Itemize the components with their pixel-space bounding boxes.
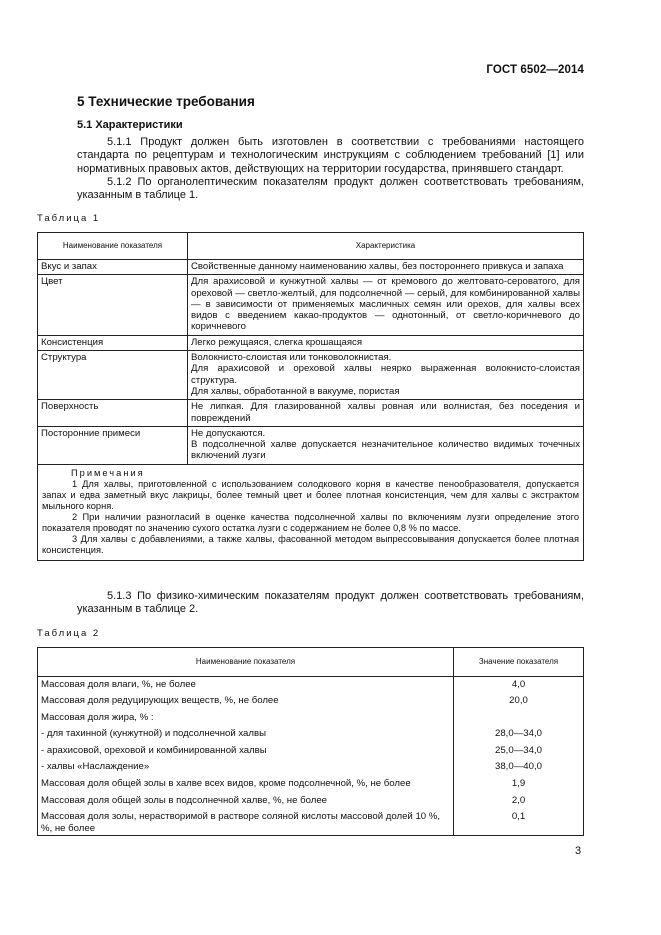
table-row — [38, 400, 584, 427]
indicator-value: 25,0—34,0 — [454, 743, 584, 760]
column-header: Характеристика — [188, 233, 584, 260]
table-row — [38, 677, 584, 694]
subsection-title: 5.1 Характеристики — [77, 119, 183, 131]
page-number: 3 — [575, 845, 582, 857]
paragraph-5-1-2: 5.1.2 По органолептическим показателям продукт должен соответствовать требованиям, указанным в таблице 1. — [77, 176, 584, 202]
indicator-value: Свойственные данному наименованию халвы, без постороннего привкуса и запаха — [188, 260, 584, 275]
indicator-name: - халвы «Наслаждение» — [38, 759, 454, 776]
paragraph-5-1-1: 5.1.1 Продукт должен быть изготовлен в соответствии с требованиями настоящего стандарта по рецептурам и технологическим инструкциям с соблюдением требований [1] или нормативных правовых актов, действующих на территории государства, принявшего стандарт. — [77, 136, 584, 175]
value-line: Для арахисовой и ореховой халвы неярко выраженная волокнисто-слоистая структура. — [191, 363, 580, 386]
indicator-value — [188, 426, 584, 464]
table-row — [38, 351, 584, 400]
indicator-value: 0,1 — [454, 809, 584, 835]
value-line: Волокнисто-слоистая или тонковолокнистая. — [191, 352, 392, 364]
indicator-value — [188, 351, 584, 400]
indicator-value — [454, 710, 584, 727]
indicator-name: Массовая доля общей золы в подсолнечной халве, %, не более — [38, 793, 454, 810]
indicator-name: Посторонние примеси — [38, 426, 188, 464]
indicator-name: Вкус и запах — [38, 260, 188, 275]
table-1-caption: Таблица 1 — [37, 213, 101, 224]
indicator-name: Массовая доля влаги, %, не более — [38, 677, 454, 694]
table-2-caption: Таблица 2 — [37, 628, 101, 639]
table-notes — [38, 464, 584, 560]
table-header-row — [38, 648, 584, 677]
indicator-value: 4,0 — [454, 677, 584, 694]
column-header: Значение показателя — [454, 648, 584, 677]
indicator-name: Массовая доля жира, % : — [38, 710, 454, 727]
indicator-value: 20,0 — [454, 693, 584, 710]
indicator-name: - арахисовой, ореховой и комбинированной халвы — [38, 743, 454, 760]
indicator-name: Массовая доля общей золы в халве всех видов, кроме подсолнечной, %, не более — [38, 776, 454, 793]
indicator-name: Структура — [38, 351, 188, 400]
indicator-name: - для тахинной (кунжутной) и подсолнечной халвы — [38, 726, 454, 743]
organoleptic-table — [37, 232, 584, 561]
table-row — [38, 335, 584, 350]
table-row — [38, 743, 584, 760]
indicator-name: Массовая доля золы, нерастворимой в растворе соляной кислоты массовой долей 10 %, %, не более — [38, 809, 454, 835]
indicator-value: 2,0 — [454, 793, 584, 810]
indicator-name: Консистенция — [38, 335, 188, 350]
table-row — [38, 260, 584, 275]
note-item: 1 Для халвы, приготовленной с использованием солодкового корня в качестве пенообразователя, допускается запах и едва заметный вкус лакрицы, более темный цвет и более плотная консистенция, чем для халвы с экстрактом мыльного корня. — [42, 478, 579, 512]
indicator-name: Поверхность — [38, 400, 188, 427]
notes-row — [38, 464, 584, 560]
value-line: Не допускаются. — [191, 427, 266, 439]
notes-title: Примечания — [71, 467, 145, 478]
indicator-value: Не липкая. Для глазированной халвы ровная или волнистая, без поседения и повреждений — [188, 400, 584, 427]
table-row — [38, 693, 584, 710]
section-title: 5 Технические требования — [77, 94, 255, 109]
table-header-row — [38, 233, 584, 260]
table-row — [38, 759, 584, 776]
note-item: 2 При наличии разногласий в оценке качества подсолнечной халвы по включениям лузги определение этого показателя проводят по значению сухого остатка лузги с содержанием не более 0,8 % по массе. — [42, 512, 579, 534]
value-line: В подсолнечной халве допускается незначительное количество видимых точечных включений лузги — [191, 439, 580, 462]
table-row — [38, 275, 584, 335]
indicator-value: 28,0—34,0 — [454, 726, 584, 743]
standard-code: ГОСТ 6502—2014 — [486, 64, 584, 76]
table-row — [38, 710, 584, 727]
table-row — [38, 809, 584, 835]
paragraph-5-1-3: 5.1.3 По физико-химическим показателям продукт должен соответствовать требованиям, указанным в таблице 2. — [77, 590, 584, 616]
table-row — [38, 426, 584, 464]
indicator-value: Легко режущаяся, слегка крошащаяся — [188, 335, 584, 350]
column-header: Наименование показателя — [38, 233, 188, 260]
value-line: Для халвы, обработанной в вакууме, пористая — [191, 385, 400, 397]
physicochemical-table — [37, 647, 584, 836]
table-row — [38, 776, 584, 793]
table-row — [38, 726, 584, 743]
note-item: 3 Для халвы с добавлениями, а также халвы, фасованной методом выпрессовывания допускается более плотная консистенция. — [42, 534, 579, 556]
indicator-value: Для арахисовой и кунжутной халвы — от кремового до желтовато-сероватого, для ореховой — светло-желтый, для подсолнечной — серый, для комбинированной халвы — в зависимости от применяемых масличных семян или орехов, для халвы всех видов с введением какао-продуктов — однотонный, от светло-коричневого до коричневого — [188, 275, 584, 335]
indicator-name: Массовая доля редуцирующих веществ, %, не более — [38, 693, 454, 710]
indicator-name: Цвет — [38, 275, 188, 335]
column-header: Наименование показателя — [38, 648, 454, 677]
indicator-value: 38,0—40,0 — [454, 759, 584, 776]
indicator-value: 1,9 — [454, 776, 584, 793]
table-row — [38, 793, 584, 810]
